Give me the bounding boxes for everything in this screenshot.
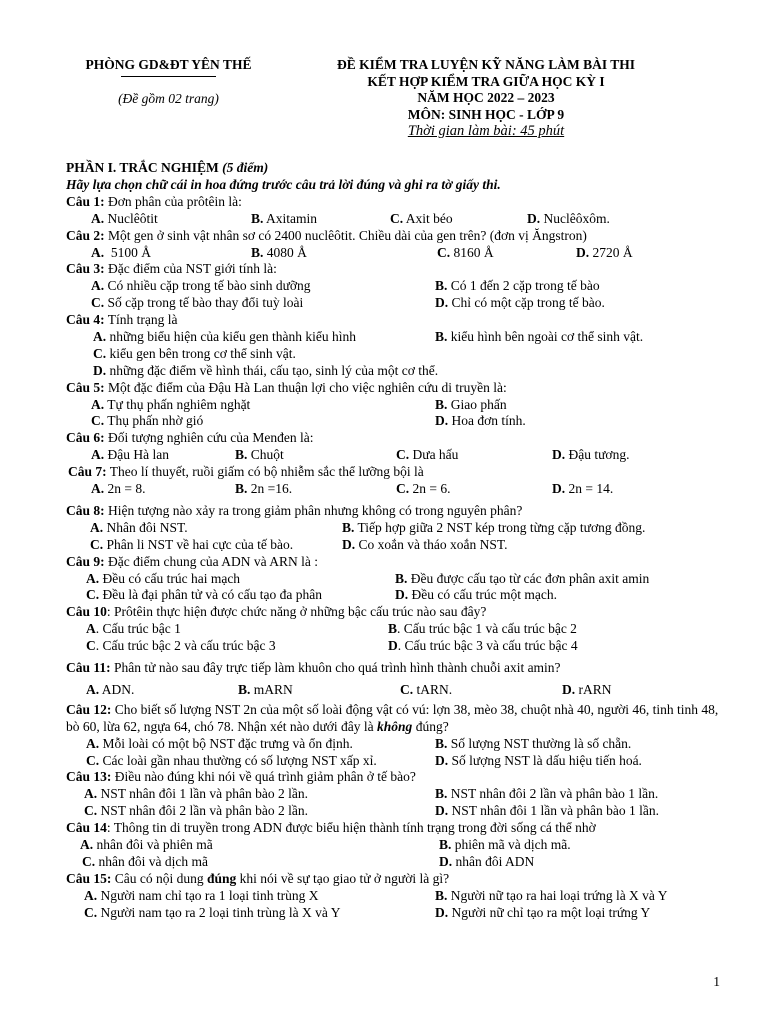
question-14-options-ab (66, 837, 726, 854)
option-c: C. 8160 Å (437, 244, 494, 260)
department-name: PHÒNG GD&ĐT YÊN THẾ (85, 57, 252, 72)
question-10-options-ab (66, 621, 726, 638)
option-b: B. mARN (238, 681, 293, 697)
option-b: B. 4080 Å (251, 244, 307, 260)
option-c: C. Cấu trúc bậc 2 và cấu trúc bậc 3 (86, 638, 276, 654)
option-d: D. 2720 Å (576, 244, 633, 260)
option-d: D. Chỉ có một cặp trong tế bào. (435, 295, 605, 311)
option-a: A. Nuclêôtit (91, 210, 158, 226)
option-d: D. 2n = 14. (552, 481, 614, 497)
header-underline (121, 76, 216, 77)
option-c: C. tARN. (400, 681, 453, 697)
question-3-options-cd (66, 295, 726, 312)
question-10-options-cd (66, 638, 726, 655)
question-4-option-d (66, 363, 726, 380)
option-a: A. Tự thụ phấn nghiêm nghặt (91, 396, 251, 412)
question-9-options-cd (66, 587, 726, 604)
option-d: D. Đậu tương. (552, 447, 630, 463)
question-2: Câu 2: Một gen ở sinh vật nhân sơ có 2400 nuclêôtit. Chiều dài của gen trên? (đơn vị Ăngstron) (66, 227, 587, 243)
exam-duration: Thời gian làm bài: 45 phút (407, 123, 565, 139)
question-6: Câu 6: Đối tượng nghiên cứu của Menđen là: (66, 430, 314, 446)
option-b: B. 2n =16. (235, 481, 293, 497)
exam-body (66, 160, 726, 921)
option-a: A. 5100 Å (91, 244, 151, 260)
question-2-options (66, 245, 726, 262)
option-d: D. Số lượng NST là dấu hiệu tiến hoá. (435, 752, 642, 768)
option-d: D. rARN (562, 681, 612, 697)
question-14-options-cd (66, 854, 726, 871)
option-a: A. những biểu hiện của kiểu gen thành kiểu hình (93, 329, 357, 344)
header-right (300, 57, 672, 140)
option-a: A. Nhân đôi NST. (90, 519, 188, 535)
question-7-options (66, 481, 726, 498)
question-11-options (66, 682, 726, 699)
subject: MÔN: SINH HỌC - LỚP 9 (407, 106, 565, 122)
option-d: D. Co xoắn và tháo xoắn NST. (342, 536, 508, 552)
option-c: C. kiểu gen bên trong cơ thể sinh vật. (93, 345, 296, 361)
option-b: B. Axitamin (251, 210, 318, 226)
question-3: Câu 3: Đặc điểm của NST giới tính là: (66, 261, 277, 277)
question-5: Câu 5: Một đặc điểm của Đậu Hà Lan thuận lợi cho việc nghiên cứu di truyền là: (66, 379, 507, 395)
header-left (66, 57, 271, 107)
question-6-options (66, 447, 726, 464)
question-9-options-ab (66, 571, 726, 588)
option-c: C. nhân đôi và dịch mã (82, 853, 208, 869)
question-15: Câu 15: Câu có nội dung đúng khi nói về sự tạo giao tử ở người là gì? (66, 870, 450, 886)
option-b: B. Đều được cấu tạo từ các đơn phân axit amin (395, 570, 650, 586)
question-15-options-ab (66, 888, 726, 905)
question-5-options-ab (66, 397, 726, 414)
question-12: Câu 12: Cho biết số lượng NST 2n của một số loài động vật có vú: lợn 38, mèo 38, chuột nhà 40, người 46, tinh tinh 48, bò 60, lừa 62, ngựa 64, chó 78. Nhận xét nào dưới đây là không đúng? (66, 701, 719, 734)
question-9: Câu 9: Đặc điểm chung của ADN và ARN là : (66, 553, 318, 569)
option-a: A. NST nhân đôi 1 lần và phân bào 2 lần. (84, 786, 308, 802)
pages-note: (Đề gồm 02 trang) (118, 91, 219, 106)
option-b: B. Giao phấn (435, 396, 507, 412)
question-8-options-cd (66, 537, 726, 554)
option-c: C. Đều là đại phân tử và có cấu tạo đa phân (86, 587, 322, 603)
option-a: A. Đậu Hà lan (91, 447, 169, 463)
question-1-options (66, 211, 726, 228)
option-c: C. Axit béo (390, 210, 453, 226)
option-b: B. Cấu trúc bậc 1 và cấu trúc bậc 2 (388, 621, 577, 637)
option-a: A. Người nam chỉ tạo ra 1 loại tinh trùng X (84, 887, 319, 903)
question-4-option-c (66, 346, 726, 363)
option-b: B. Số lượng NST thường là số chẵn. (435, 735, 632, 751)
question-12-options-cd (66, 753, 726, 770)
question-14: Câu 14: Thông tin di truyền trong ADN được biểu hiện thành tính trạng trong đời sống cá thể nhờ (66, 820, 596, 836)
option-c: C. Phân li NST về hai cực của tế bào. (90, 536, 294, 552)
question-8-options-ab (66, 520, 726, 537)
option-a: A. 2n = 8. (91, 481, 146, 497)
option-d: D. Đều có cấu trúc một mạch. (395, 587, 557, 603)
option-b: B. Tiếp hợp giữa 2 NST kép trong từng cặp tương đồng. (342, 519, 646, 535)
option-b: B. Có 1 đến 2 cặp trong tế bào (435, 278, 600, 294)
question-12-options-ab (66, 736, 726, 753)
question-5-options-cd (66, 413, 726, 430)
option-b: B. kiểu hình bên ngoài cơ thể sinh vật. (435, 329, 644, 344)
question-13-options-ab (66, 786, 726, 803)
option-d: D. Nuclêôxôm. (527, 210, 610, 226)
option-b: B. phiên mã và dịch mã. (439, 837, 571, 852)
question-8: Câu 8: Hiện tượng nào xảy ra trong giảm phân nhưng không có trong nguyên phân? (66, 502, 523, 518)
question-4: Câu 4: Tính trạng là (66, 312, 178, 328)
option-d: D. Người nữ chỉ tạo ra một loại trứng Y (435, 904, 651, 920)
exam-title-1: ĐỀ KIỂM TRA LUYỆN KỸ NĂNG LÀM BÀI THI (336, 57, 636, 72)
option-b: B. NST nhân đôi 2 lần và phân bào 1 lần. (435, 786, 659, 802)
option-d: D. NST nhân đôi 1 lần và phân bào 1 lần. (435, 803, 659, 819)
option-c: C. Các loài gần nhau thường có số lượng NST xấp xỉ. (86, 752, 377, 768)
option-b: B. Người nữ tạo ra hai loại trứng là X và Y (435, 887, 668, 903)
question-4-options-ab (66, 329, 726, 346)
option-c: C. Dưa hấu (396, 447, 459, 463)
question-15-options-cd (66, 905, 726, 922)
option-a: A. Cấu trúc bậc 1 (86, 621, 181, 637)
option-c: C. Người nam tạo ra 2 loại tinh trùng là X và Y (84, 904, 341, 920)
option-a: A. Đều có cấu trúc hai mạch (86, 570, 241, 586)
option-d: D. Cấu trúc bậc 3 và cấu trúc bậc 4 (388, 638, 578, 654)
option-d: D. nhân đôi ADN (439, 853, 535, 869)
option-a: A. Có nhiều cặp trong tế bào sinh dưỡng (91, 278, 311, 294)
option-a: A. ADN. (86, 681, 135, 697)
question-10: Câu 10: Prôtêin thực hiện được chức năng ở những bậc cấu trúc nào sau đây? (66, 604, 487, 620)
question-1: Câu 1: Đơn phân của prôtêin là: (66, 193, 242, 209)
exam-title-2: KẾT HỢP KIỂM TRA GIỮA HỌC KỲ I (367, 73, 605, 89)
option-c: C. Thụ phấn nhờ gió (91, 413, 204, 429)
question-13-options-cd (66, 803, 726, 820)
option-a: A. nhân đôi và phiên mã (80, 837, 213, 852)
option-c: C. 2n = 6. (396, 481, 451, 497)
page-number: 1 (713, 974, 720, 989)
option-d: D. Hoa đơn tính. (435, 413, 526, 429)
question-3-options-ab (66, 278, 726, 295)
question-13: Câu 13: Điều nào đúng khi nói về quá trình giảm phân ở tế bào? (66, 769, 416, 785)
option-a: A. Mỗi loài có một bộ NST đặc trưng và ổn định. (86, 735, 353, 751)
option-c: C. NST nhân đôi 2 lần và phân bào 2 lần. (84, 803, 308, 819)
option-b: B. Chuột (235, 447, 284, 463)
question-7: Câu 7: Theo lí thuyết, ruồi giấm có bộ nhiễm sắc thể lưỡng bội là (68, 464, 424, 480)
school-year: NĂM HỌC 2022 – 2023 (417, 90, 555, 105)
section-instruction: Hãy lựa chọn chữ cái in hoa đứng trước câu trả lời đúng và ghi ra tờ giấy thi. (66, 176, 501, 192)
option-d: D. những đặc điểm về hình thái, cấu tạo, sinh lý của một cơ thể. (93, 362, 439, 378)
question-11: Câu 11: Phân tử nào sau đây trực tiếp làm khuôn cho quá trình hình thành chuỗi axit amin? (66, 660, 561, 676)
option-c: C. Số cặp trong tế bào thay đổi tuỳ loài (91, 295, 304, 311)
section-title: PHẦN I. TRẮC NGHIỆM (5 điểm) (66, 160, 269, 175)
